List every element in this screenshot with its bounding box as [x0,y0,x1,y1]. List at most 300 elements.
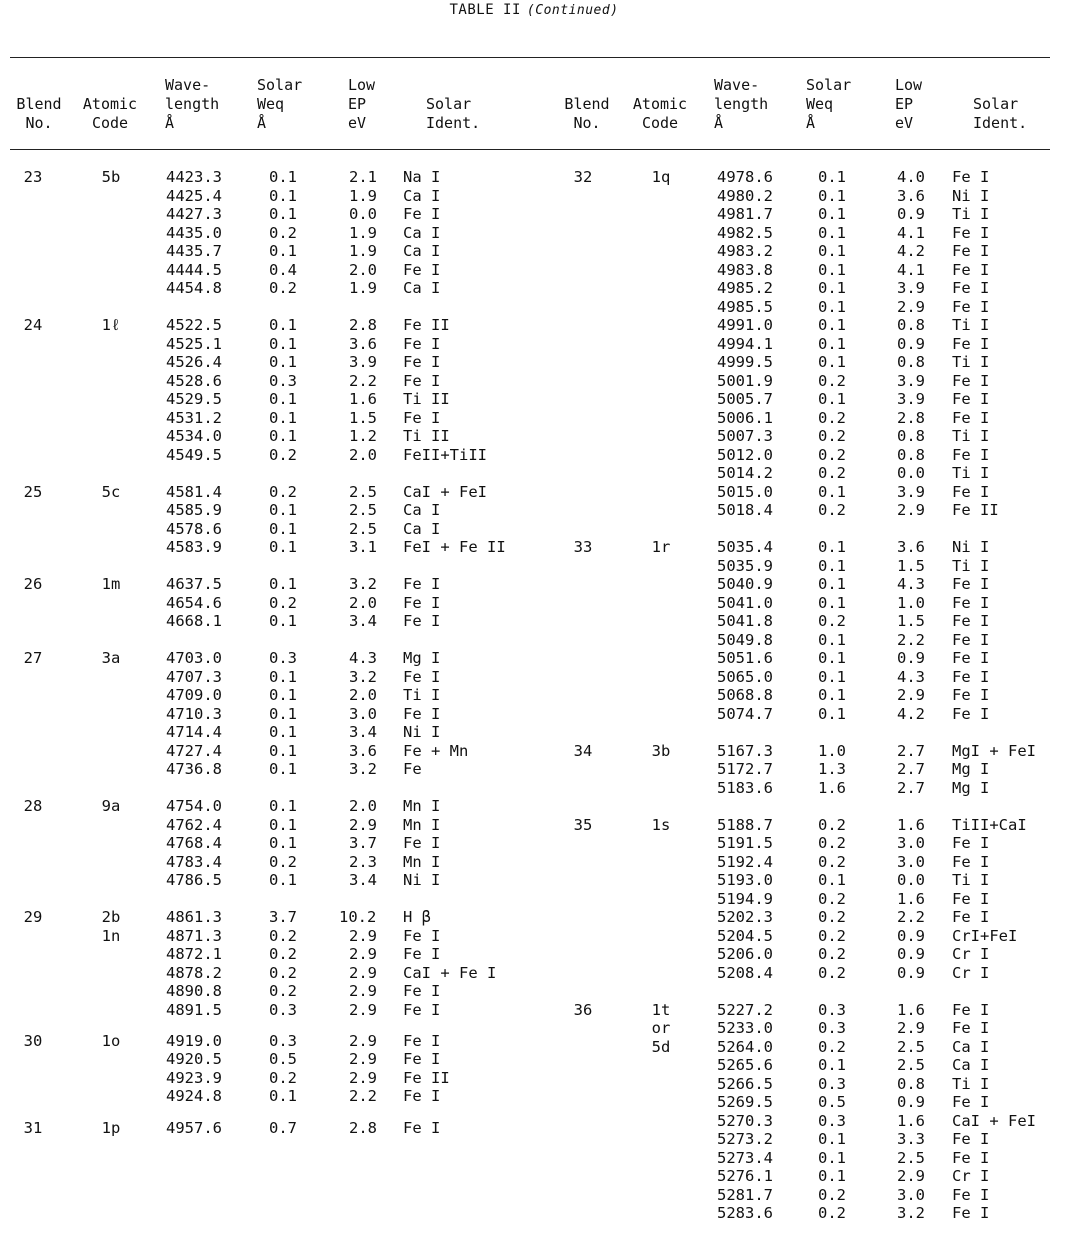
ident-cell: H β [403,908,431,926]
wavelength-cell: 4454.8 [166,279,222,297]
weq-cell: 0.1 [269,686,297,704]
ep-cell: 3.9 [897,371,925,390]
ident-cell: Fe I [952,834,990,852]
wavelength-cell: 4727.4 [166,741,222,760]
ep-cell: 2.7 [897,778,925,797]
wavelength-cell: 5040.9 [717,575,773,593]
ident-cell: Fe I [952,408,990,427]
ep-cell: 3.6 [349,741,377,760]
ep-cell: 2.5 [897,1056,925,1074]
weq-cell: 3.7 [269,908,297,926]
ep-cell: 2.0 [349,593,377,612]
weq-cell: 0.4 [269,260,297,279]
ep-cell: 2.9 [897,1019,925,1037]
ident-cell: Fe + Mn [403,741,469,760]
weq-cell: 0.2 [818,445,846,464]
weq-cell: 0.1 [818,630,846,649]
atomic-code: 1q [651,168,671,186]
ep-cell: 2.9 [349,1050,377,1069]
weq-cell: 0.1 [818,1130,846,1148]
weq-cell: 0.1 [818,223,846,242]
weq-cell: 0.1 [269,667,297,686]
wavelength-cell: 4919.0 [166,1031,222,1050]
ident-cell: Fe I [952,575,990,593]
ep-cell: 2.9 [349,1000,377,1019]
ident-cell: Fe I [952,279,990,297]
ident-cell: Fe I [952,1185,990,1204]
ident-cell: Fe I [952,334,990,353]
blend-number: 27 [23,649,43,667]
weq-cell: 0.1 [818,649,846,667]
wavelength-cell: 4871.3 [166,926,222,945]
atomic-code: 1o [101,1031,121,1050]
header-low-ep-right: Low EP eV [895,76,923,132]
atomic-code: 3a [101,649,121,667]
weq-cell: 0.2 [269,926,297,945]
ep-cell: 2.1 [349,168,377,186]
ident-cell: Mn I [403,797,441,815]
ident-cell: Na I [403,168,441,186]
ep-cell: 3.6 [897,538,925,556]
wavelength-cell: 4982.5 [717,223,773,242]
ident-cell: Mn I [403,815,441,834]
ep-cell: 0.9 [897,1093,925,1111]
wavelength-cell: 4890.8 [166,982,222,1000]
weq-cell: 0.2 [269,223,297,242]
wavelength-cell: 4528.6 [166,371,222,390]
wavelength-cell: 5035.4 [717,538,773,556]
weq-cell: 0.2 [818,408,846,427]
weq-cell: 0.1 [818,1167,846,1185]
ep-cell: 1.9 [349,279,377,297]
ident-cell: Fe I [952,852,990,871]
wavelength-cell: 5018.4 [717,501,773,519]
wavelength-cell: 5202.3 [717,908,773,926]
wavelength-cell: 5051.6 [717,649,773,667]
wavelength-cell: 4861.3 [166,908,222,926]
header-blend-no-right: Blend No. [564,95,610,132]
ep-cell: 4.0 [897,168,925,186]
atomic-code: 5b [101,168,121,186]
weq-cell: 0.2 [818,1204,846,1222]
wavelength-cell: 5006.1 [717,408,773,427]
ep-cell: 2.2 [349,371,377,390]
wavelength-cell: 4425.4 [166,186,222,205]
wavelength-cell: 5269.5 [717,1093,773,1111]
header-wavelength-right: Wave- length Å [714,76,769,132]
ident-cell: Cr I [952,1167,990,1185]
weq-cell: 0.1 [269,834,297,852]
weq-cell: 0.2 [269,482,297,501]
ident-cell: Fe I [952,667,990,686]
ep-cell: 0.0 [897,871,925,889]
ep-cell: 3.6 [897,186,925,205]
ident-cell: Fe I [403,1118,441,1137]
blend-number: 33 [573,538,593,556]
weq-cell: 0.1 [818,242,846,260]
atomic-code: 1r [651,538,671,556]
ep-cell: 2.2 [349,1087,377,1106]
weq-cell: 0.2 [818,815,846,834]
weq-cell: 0.1 [818,482,846,501]
wavelength-cell: 5191.5 [717,834,773,852]
weq-cell: 0.1 [818,279,846,297]
weq-cell: 0.1 [269,815,297,834]
ep-cell: 2.0 [349,445,377,464]
wavelength-cell: 4924.8 [166,1087,222,1106]
wavelength-cell: 4709.0 [166,686,222,704]
wavelength-cell: 5005.7 [717,390,773,408]
wavelength-cell: 5266.5 [717,1074,773,1093]
wavelength-cell: 4710.3 [166,704,222,723]
ident-cell: CaI + FeI [403,482,487,501]
weq-cell: 0.5 [818,1093,846,1111]
ident-cell: Mg I [952,778,990,797]
wavelength-cell: 4525.1 [166,334,222,353]
ident-cell: Fe I [952,704,990,723]
ep-cell: 2.5 [349,482,377,501]
weq-cell: 0.2 [818,371,846,390]
weq-cell: 0.1 [269,1087,297,1106]
ident-cell: Fe I [403,260,441,279]
ident-cell: Fe I [403,205,441,223]
ep-cell: 1.9 [349,242,377,260]
weq-cell: 0.2 [269,982,297,1000]
weq-cell: 0.2 [818,908,846,926]
ident-cell: Fe I [952,630,990,649]
weq-cell: 0.1 [818,686,846,704]
wavelength-cell: 5192.4 [717,852,773,871]
wavelength-cell: 4714.4 [166,723,222,741]
ep-cell: 4.1 [897,260,925,279]
ep-cell: 3.0 [897,852,925,871]
ep-cell: 2.5 [349,519,377,538]
wavelength-cell: 5015.0 [717,482,773,501]
weq-cell: 0.1 [269,723,297,741]
ident-cell: Fe I [952,1148,990,1167]
wavelength-cell: 4754.0 [166,797,222,815]
wavelength-cell: 4578.6 [166,519,222,538]
ident-cell: Fe I [952,908,990,926]
ep-cell: 3.4 [349,723,377,741]
weq-cell: 0.2 [818,1185,846,1204]
ep-cell: 2.8 [349,316,377,334]
ep-cell: 1.6 [897,1000,925,1019]
wavelength-cell: 4435.0 [166,223,222,242]
ident-cell: Cr I [952,945,990,963]
weq-cell: 0.1 [269,205,297,223]
ep-cell: 2.9 [897,686,925,704]
header-atomic-code: Atomic Code [82,95,138,132]
weq-cell: 0.3 [269,1000,297,1019]
ident-cell: Fe I [403,1000,441,1019]
weq-cell: 0.3 [818,1000,846,1019]
wavelength-cell: 4994.1 [717,334,773,353]
wavelength-cell: 4786.5 [166,871,222,889]
weq-cell: 1.6 [818,778,846,797]
wavelength-cell: 4435.7 [166,242,222,260]
ep-cell: 2.0 [349,260,377,279]
weq-cell: 0.1 [818,390,846,408]
weq-cell: 0.1 [269,704,297,723]
wavelength-cell: 4980.2 [717,186,773,205]
weq-cell: 0.1 [269,427,297,445]
ident-cell: Fe I [403,593,441,612]
ep-cell: 1.9 [349,223,377,242]
ep-cell: 0.8 [897,316,925,334]
weq-cell: 0.2 [269,593,297,612]
ident-cell: Ti I [952,1074,990,1093]
wavelength-cell: 4668.1 [166,612,222,630]
weq-cell: 0.2 [818,852,846,871]
table-subtitle: (Continued) [526,3,619,18]
wavelength-cell: 4581.4 [166,482,222,501]
wavelength-cell: 4637.5 [166,575,222,593]
ep-cell: 0.9 [897,649,925,667]
wavelength-cell: 5227.2 [717,1000,773,1019]
ident-cell: Fe I [952,1130,990,1148]
wavelength-cell: 4427.3 [166,205,222,223]
weq-cell: 0.1 [818,556,846,575]
wavelength-cell: 4531.2 [166,408,222,427]
ep-cell: 3.4 [349,871,377,889]
ident-cell: Fe I [403,982,441,1000]
wavelength-cell: 4762.4 [166,815,222,834]
wavelength-cell: 5273.2 [717,1130,773,1148]
weq-cell: 0.3 [818,1019,846,1037]
ident-cell: TiII+CaI [952,815,1027,834]
header-solar-weq: Solar Weq Å [257,76,303,132]
wavelength-cell: 4529.5 [166,390,222,408]
weq-cell: 1.3 [818,760,846,778]
ident-cell: Fe I [952,889,990,908]
ep-cell: 2.5 [349,501,377,519]
ident-cell: Mg I [952,760,990,778]
ep-cell: 3.1 [349,538,377,556]
ident-cell: Fe I [952,1093,990,1111]
ep-cell: 1.6 [897,889,925,908]
wavelength-cell: 5206.0 [717,945,773,963]
wavelength-cell: 5049.8 [717,630,773,649]
ident-cell: Fe I [952,445,990,464]
ep-cell: 4.3 [349,649,377,667]
ep-cell: 2.3 [349,852,377,871]
weq-cell: 0.1 [818,205,846,223]
ep-cell: 2.9 [349,982,377,1000]
ident-cell: CrI+FeI [952,926,1018,945]
weq-cell: 0.2 [269,963,297,982]
ident-cell: FeI + Fe II [403,538,506,556]
wavelength-cell: 4768.4 [166,834,222,852]
weq-cell: 0.1 [818,353,846,371]
ident-cell: Fe I [403,1031,441,1050]
ident-cell: Ca I [952,1037,990,1056]
weq-cell: 0.2 [818,427,846,445]
weq-cell: 0.1 [818,186,846,205]
ep-cell: 2.9 [349,926,377,945]
ep-cell: 10.2 [339,908,377,926]
ep-cell: 2.7 [897,760,925,778]
ep-cell: 3.7 [349,834,377,852]
wavelength-cell: 5273.4 [717,1148,773,1167]
ident-cell: Fe I [952,242,990,260]
wavelength-cell: 4983.8 [717,260,773,279]
table-title-text: TABLE II [449,2,521,18]
wavelength-cell: 5208.4 [717,963,773,982]
wavelength-cell: 4703.0 [166,649,222,667]
weq-cell: 0.2 [818,945,846,963]
ep-cell: 1.0 [897,593,925,612]
ep-cell: 2.9 [349,815,377,834]
ep-cell: 0.9 [897,205,925,223]
wavelength-cell: 5194.9 [717,889,773,908]
ep-cell: 4.3 [897,667,925,686]
ep-cell: 2.7 [897,741,925,760]
ident-cell: Fe I [952,168,990,186]
atomic-code: 2b 1n [101,908,121,945]
ident-cell: Fe I [952,390,990,408]
ep-cell: 2.2 [897,908,925,926]
ep-cell: 3.2 [349,760,377,778]
ep-cell: 0.8 [897,445,925,464]
ep-cell: 2.9 [897,1167,925,1185]
wavelength-cell: 5233.0 [717,1019,773,1037]
wavelength-cell: 5283.6 [717,1204,773,1222]
weq-cell: 0.1 [818,538,846,556]
wavelength-cell: 4981.7 [717,205,773,223]
blend-number: 29 [23,908,43,926]
weq-cell: 0.2 [269,279,297,297]
ident-cell: Ni I [952,186,990,205]
ep-cell: 3.0 [349,704,377,723]
atomic-code: 1s [651,815,671,834]
ep-cell: 0.8 [897,1074,925,1093]
ep-cell: 1.2 [349,427,377,445]
ident-cell: Ca I [403,223,441,242]
ident-cell: Fe I [403,834,441,852]
wavelength-cell: 4985.5 [717,297,773,316]
atomic-code: 1t or 5d [651,1000,671,1056]
wavelength-cell: 5001.9 [717,371,773,390]
ep-cell: 2.5 [897,1037,925,1056]
ep-cell: 4.1 [897,223,925,242]
weq-cell: 0.1 [269,797,297,815]
ident-cell: Fe I [403,945,441,963]
weq-cell: 0.1 [269,168,297,186]
wavelength-cell: 4707.3 [166,667,222,686]
ep-cell: 3.2 [897,1204,925,1222]
weq-cell: 0.2 [269,852,297,871]
header-solar-ident: Solar Ident. [426,95,481,132]
wavelength-cell: 5204.5 [717,926,773,945]
ident-cell: Ti I [952,427,990,445]
weq-cell: 0.2 [818,926,846,945]
wavelength-cell: 5281.7 [717,1185,773,1204]
ident-cell: Ni I [403,871,441,889]
ep-cell: 0.9 [897,945,925,963]
weq-cell: 0.1 [818,593,846,612]
ident-cell: Fe I [403,1050,441,1069]
ident-cell: CaI + FeI [952,1111,1036,1130]
wavelength-cell: 4920.5 [166,1050,222,1069]
weq-cell: 0.1 [818,316,846,334]
ident-cell: MgI + FeI [952,741,1036,760]
ep-cell: 0.9 [897,334,925,353]
ident-cell: Fe II [403,1068,450,1087]
wavelength-cell: 4783.4 [166,852,222,871]
weq-cell: 0.2 [818,501,846,519]
ident-cell: FeII+TiII [403,445,487,464]
ident-cell: Fe I [952,371,990,390]
ep-cell: 0.8 [897,427,925,445]
wavelength-cell: 4999.5 [717,353,773,371]
weq-cell: 0.1 [818,168,846,186]
ep-cell: 1.5 [897,556,925,575]
ep-cell: 2.9 [349,1031,377,1050]
ep-cell: 2.9 [897,501,925,519]
ident-cell: Mg I [403,649,441,667]
wavelength-cell: 4522.5 [166,316,222,334]
ep-cell: 3.2 [349,667,377,686]
ident-cell: Fe II [403,316,450,334]
ident-cell: Fe I [952,482,990,501]
header-atomic-code-right: Atomic Code [632,95,688,132]
weq-cell: 0.1 [269,760,297,778]
weq-cell: 0.1 [269,575,297,593]
ep-cell: 3.6 [349,334,377,353]
weq-cell: 0.1 [818,1148,846,1167]
ident-cell: Ni I [403,723,441,741]
header-wavelength: Wave- length Å [165,76,220,132]
wavelength-cell: 5074.7 [717,704,773,723]
wavelength-cell: 4423.3 [166,168,222,186]
ident-cell: Fe I [403,1087,441,1106]
wavelength-cell: 4526.4 [166,353,222,371]
ident-cell: Ti I [952,205,990,223]
ep-cell: 0.9 [897,926,925,945]
weq-cell: 0.2 [818,963,846,982]
wavelength-cell: 5276.1 [717,1167,773,1185]
ident-cell: Fe I [403,612,441,630]
ident-cell: Fe I [952,612,990,630]
ep-cell: 2.9 [349,1068,377,1087]
weq-cell: 0.1 [818,667,846,686]
ep-cell: 2.5 [897,1148,925,1167]
ep-cell: 3.9 [897,279,925,297]
weq-cell: 0.1 [818,1056,846,1074]
ident-cell: Fe I [403,667,441,686]
ep-cell: 2.9 [349,945,377,963]
ep-cell: 3.4 [349,612,377,630]
weq-cell: 0.1 [269,871,297,889]
ep-cell: 3.9 [349,353,377,371]
wavelength-cell: 5035.9 [717,556,773,575]
ep-cell: 1.6 [897,815,925,834]
wavelength-cell: 5193.0 [717,871,773,889]
weq-cell: 0.1 [269,741,297,760]
weq-cell: 0.1 [269,334,297,353]
blend-number: 23 [23,168,43,186]
ep-cell: 3.0 [897,834,925,852]
ep-cell: 2.9 [349,963,377,982]
wavelength-cell: 5041.0 [717,593,773,612]
wavelength-cell: 4583.9 [166,538,222,556]
weq-cell: 0.7 [269,1118,297,1137]
weq-cell: 0.1 [818,575,846,593]
wavelength-cell: 4872.1 [166,945,222,963]
weq-cell: 0.1 [269,501,297,519]
wavelength-cell: 5172.7 [717,760,773,778]
